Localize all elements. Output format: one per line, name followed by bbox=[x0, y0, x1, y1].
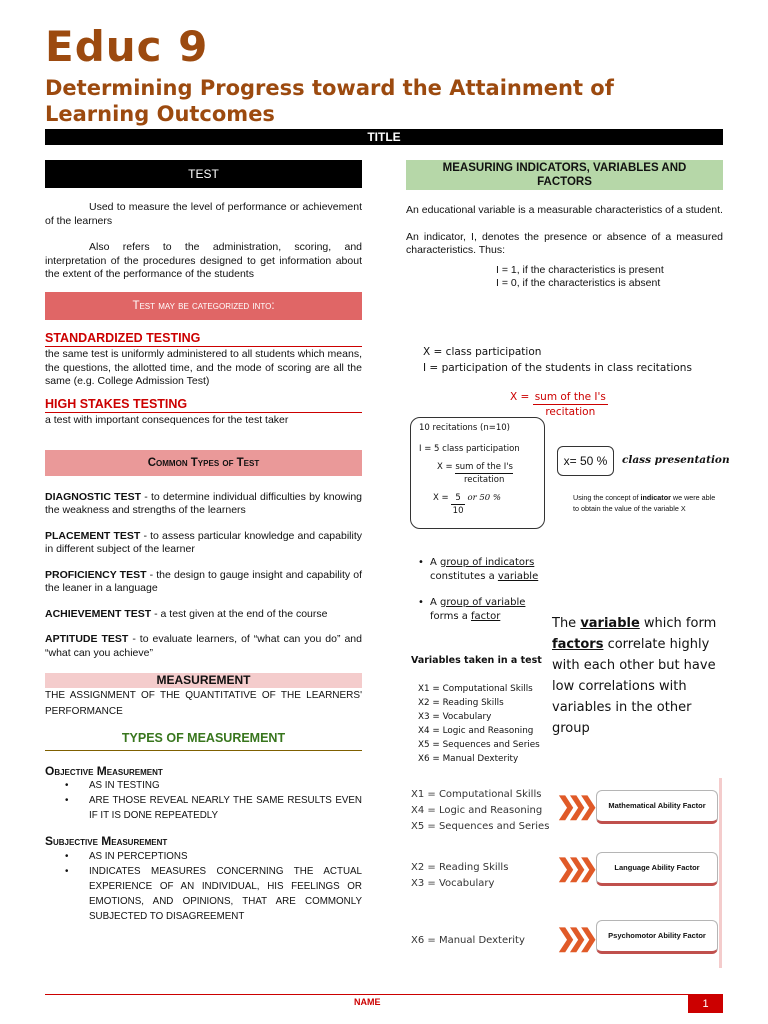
group-bullet bbox=[418, 596, 553, 624]
explanation-underline: factors bbox=[552, 637, 604, 652]
calculation-box bbox=[410, 417, 545, 529]
factor-group-3-vars bbox=[411, 933, 525, 949]
page-number: 1 bbox=[688, 995, 723, 1013]
common-types-heading: Common Types of Test bbox=[45, 450, 362, 476]
page-subtitle: Determining Progress toward the Attainment of Learning Outcomes bbox=[45, 76, 614, 126]
left-column bbox=[45, 160, 362, 924]
concept-note-post: we were able to obtain the value of the variable X bbox=[573, 493, 716, 513]
box-fraction-den: 10 bbox=[452, 506, 464, 516]
x-formula bbox=[510, 390, 608, 419]
box-line-2: I = 5 class participation bbox=[419, 444, 520, 454]
test-type-item bbox=[45, 633, 362, 660]
bullet-text: constitutes a bbox=[430, 571, 498, 582]
box-fraction-lhs: X = bbox=[433, 493, 449, 503]
factor-var: X2 = Reading Skills bbox=[411, 862, 509, 873]
indicator-present: I = 1, if the characteristics is present bbox=[496, 263, 664, 276]
x-definition: X = class participation bbox=[423, 346, 542, 358]
test-paragraph-1: Used to measure the level of performance or achievement of the learners bbox=[45, 201, 362, 227]
bullet-text: forms a bbox=[430, 611, 472, 622]
explanation-text: which form bbox=[639, 616, 717, 631]
test-type-name: PLACEMENT TEST bbox=[45, 529, 141, 542]
indicators-heading: MEASURING INDICATORS, VARIABLES AND FACTORS bbox=[406, 160, 723, 190]
test-type-desc: - the design to gauge insight and capability of the leaner in a language bbox=[45, 568, 362, 594]
bullet-underline: group of indicators bbox=[440, 557, 535, 568]
variable-definition: An educational variable is a measurable characteristics of a student. bbox=[406, 204, 723, 216]
concept-note bbox=[573, 492, 723, 514]
footer-divider bbox=[45, 994, 723, 995]
bullet-underline: group of variable bbox=[440, 597, 526, 608]
test-type-name: ACHIEVEMENT TEST bbox=[45, 607, 152, 620]
decorative-divider bbox=[719, 778, 722, 968]
group-bullet bbox=[418, 556, 553, 584]
list-item: • AS IN TESTING bbox=[65, 778, 362, 793]
box-or-percent: or 50 % bbox=[467, 493, 501, 503]
course-title: Educ 9 bbox=[45, 22, 209, 71]
explanation-text: correlate highly with each other but have low correlations with variables in the other group bbox=[552, 637, 716, 736]
chevron-right-icon: ❯❯❯ bbox=[556, 793, 590, 820]
variables-list bbox=[418, 682, 540, 766]
variable-item: X1 = Computational Skills bbox=[418, 684, 533, 694]
test-type-item bbox=[45, 608, 362, 622]
factor-var: X3 = Vocabulary bbox=[411, 878, 495, 889]
standardized-text: the same test is uniformly administered to all students which means, the questions, the allotted time, and the mode of scoring are all the same (e.g. College Admission Test) bbox=[45, 348, 362, 387]
test-types-list bbox=[45, 491, 362, 661]
result-box: x= 50 % bbox=[557, 446, 614, 476]
test-type-item bbox=[45, 530, 362, 557]
standardized-title: STANDARDIZED TESTING bbox=[45, 332, 362, 348]
footer-name: NAME bbox=[354, 997, 381, 1007]
variables-heading: Variables taken in a test bbox=[411, 655, 542, 666]
high-stakes-text: a test with important consequences for the test taker bbox=[45, 414, 289, 426]
test-type-desc: - to assess particular knowledge and capability in different subject of the learner bbox=[45, 529, 362, 555]
result-label: class presentation bbox=[622, 454, 730, 466]
bullet-text: A bbox=[430, 597, 441, 608]
variable-item: X3 = Vocabulary bbox=[418, 712, 492, 722]
i-definition: I = participation of the students in class recitations bbox=[423, 362, 692, 374]
types-of-measurement-heading: TYPES OF MEASUREMENT bbox=[45, 732, 362, 751]
chevron-right-icon: ❯❯❯ bbox=[556, 925, 590, 952]
high-stakes-title: HIGH STAKES TESTING bbox=[45, 398, 362, 414]
measurement-heading: MEASUREMENT bbox=[45, 673, 362, 688]
test-type-item bbox=[45, 491, 362, 518]
bullet-dot: • bbox=[418, 557, 424, 568]
test-type-desc: - to determine individual difficulties by knowing the weakness and strengths of the learners bbox=[45, 490, 363, 516]
factor-var: X4 = Logic and Reasoning bbox=[411, 805, 543, 816]
box-formula-lhs: X = bbox=[437, 462, 453, 472]
categorized-heading: Test may be categorized into: bbox=[45, 292, 362, 320]
variable-item: X2 = Reading Skills bbox=[418, 698, 504, 708]
indicator-definition: An indicator, I, denotes the presence or absence of a measured characteristics. Thus: bbox=[406, 230, 723, 256]
formula-numerator: sum of the I's bbox=[534, 391, 606, 403]
formula-lhs: X = bbox=[510, 391, 530, 403]
box-denominator: recitation bbox=[463, 475, 505, 485]
test-type-name: PROFICIENCY TEST bbox=[45, 568, 147, 581]
list-item: • INDICATES MEASURES CONCERNING THE ACTUAL EXPERIENCE OF AN INDIVIDUAL, HIS FEELINGS OR EMOTIONS, AND OPINIONS, THAT ARE COMMONLY SUBJECTED TO DISAGREEMENT bbox=[65, 864, 362, 924]
test-type-name: APTITUDE TEST bbox=[45, 633, 129, 645]
factor-explanation bbox=[552, 613, 724, 739]
group-bullets bbox=[418, 556, 553, 624]
test-heading: TEST bbox=[45, 160, 362, 188]
list-item: • ARE THOSE REVEAL NEARLY THE SAME RESULTS EVEN IF IT IS DONE REPEATEDLY bbox=[65, 793, 362, 823]
bullet-underline: factor bbox=[471, 611, 501, 622]
language-factor-box: Language Ability Factor bbox=[596, 852, 718, 886]
test-type-item bbox=[45, 569, 362, 596]
indicator-absent: I = 0, if the characteristics is absent bbox=[496, 277, 661, 289]
measurement-text: THE ASSIGNMENT OF THE QUANTITATIVE OF THE LEARNERS' PERFORMANCE bbox=[45, 690, 362, 717]
title-bar: TITLE bbox=[45, 129, 723, 145]
right-column bbox=[406, 160, 723, 291]
bullet-dot: • bbox=[418, 597, 424, 608]
list-item: • AS IN PERCEPTIONS bbox=[65, 849, 362, 864]
psychomotor-factor-box: Psychomotor Ability Factor bbox=[596, 920, 718, 954]
test-type-desc: - a test given at the end of the course bbox=[151, 607, 328, 620]
concept-note-bold: indicator bbox=[640, 493, 671, 502]
box-numerator: sum of the I's bbox=[455, 462, 513, 472]
box-fraction-num: 5 bbox=[451, 492, 464, 505]
math-factor-box: Mathematical Ability Factor bbox=[596, 790, 718, 824]
factor-var: X1 = Computational Skills bbox=[411, 789, 542, 800]
variable-item: X6 = Manual Dexterity bbox=[418, 754, 519, 764]
objective-heading: Objective Measurement bbox=[45, 763, 163, 778]
test-type-desc: - to evaluate learners, of “what can you do” and “what can you achieve” bbox=[45, 633, 362, 659]
factor-group-1-vars bbox=[411, 787, 549, 835]
bullet-underline: variable bbox=[497, 571, 539, 582]
explanation-underline: variable bbox=[580, 616, 640, 631]
subjective-heading: Subjective Measurement bbox=[45, 834, 168, 848]
objective-list bbox=[45, 778, 362, 823]
formula-denominator: recitation bbox=[545, 406, 596, 418]
factor-var: X6 = Manual Dexterity bbox=[411, 935, 525, 946]
x-definition-block bbox=[423, 344, 692, 376]
factor-group-2-vars bbox=[411, 860, 508, 892]
test-paragraph-2: Also refers to the administration, scoring, and interpretation of the procedures designed to get information about the extent of the performance of the students bbox=[45, 241, 362, 280]
variable-item: X4 = Logic and Reasoning bbox=[418, 726, 534, 736]
explanation-text: The bbox=[552, 616, 581, 631]
factor-var: X5 = Sequences and Series bbox=[411, 821, 550, 832]
box-formula bbox=[419, 461, 536, 486]
subjective-list bbox=[45, 849, 362, 924]
chevron-right-icon: ❯❯❯ bbox=[556, 855, 590, 882]
bullet-text: A bbox=[430, 557, 441, 568]
concept-note-pre: Using the concept of bbox=[573, 493, 641, 502]
box-line-1: 10 recitations (n=10) bbox=[419, 423, 511, 433]
box-fraction bbox=[419, 492, 536, 517]
test-type-name: DIAGNOSTIC TEST bbox=[45, 490, 142, 503]
variable-item: X5 = Sequences and Series bbox=[418, 740, 540, 750]
